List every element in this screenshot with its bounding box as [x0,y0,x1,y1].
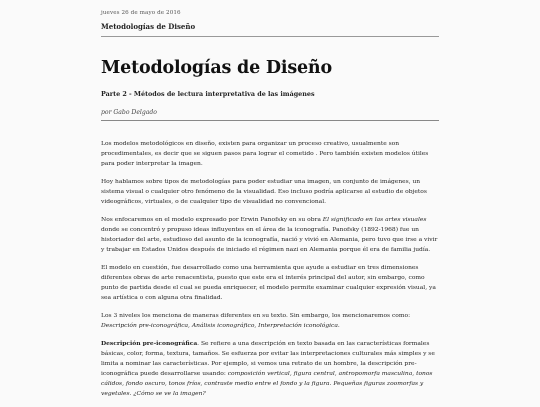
document-name[interactable]: Metodologías de Diseño [101,22,196,31]
paragraph-3 [101,215,439,255]
paragraph-4: El modelo en cuestión, fue desarrollado como una herramienta que ayude a estudiar en tres dimensiones diferentes obras de arte renacentista, puesto que este era el interés principal del autor, sin embargo, como punto de partida desde el cual se pueda enriquecer, el modelo permite examinar cualquier expresión visual, ya sea artística o con alguna otra finalidad. [101,264,436,301]
paragraph-6-text: . Se refiere a una descripción en texto basada en las características formales básicas, color, forma, textura, tamaños. Se esfuerza por evitar las interpretaciones culturales más simples y se limita a nominar las características. Por ejemplo, si vemos una retrato de un hombre, la descripción pre-iconográfica puede desarrollarse usando: [101,340,435,377]
paragraph-1: Los modelos metodológicos en diseño, existen para organizar un proceso creativo, usualmente son procedimentales, es decir que se siguen pasos para lograr el cometido . Pero también existen modelos útiles para poder interpretar la imagen. [101,140,429,167]
article [101,58,439,407]
article-author: por Gabo Delgado [101,109,157,116]
paragraph-3-text-b: donde se concentró y propuso ideas influyentes en el área de la iconografía. Panofsky (1892-1968) fue un historiador del arte, estudioso del asunto de la iconografía, nació y vivió en Alemania, pero tuvo que irse a vivir y trabajar en Estados Unidos después de iniciado el régimen nazi en Alemania porque él era de familia judía. [101,226,438,253]
article-title: Metodologías de Diseño [101,58,332,78]
paragraph-6 [101,339,439,399]
date-label: jueves 26 de mayo de 2016 [101,10,181,16]
paragraph-5-text: Los 3 niveles los menciona de maneras diferentes en su texto. Sin embargo, los mencionaremos como: [101,312,411,319]
paragraph-5 [101,311,439,331]
author-divider [101,120,439,121]
article-subtitle: Parte 2 - Métodos de lectura interpretativa de las imágenes [101,90,315,98]
term-pre-iconografica: Descripción pre-iconográfica [101,340,198,347]
article-body [101,139,439,399]
example-description: composición vertical, figura central, antropomorfa masculina, tonos cálidos, fondo oscuro, tonos fríos, contraste medio entre el fondo y la figura. Pequeñas figuras zoomorfas y vegetales. ¿Cómo se ve la imagen? [101,370,433,397]
paragraph-3-text-a: Nos enfocaremos en el modelo expresado por Erwin Panofsky en su obra [101,216,323,223]
paragraph-2: Hoy hablamos sobre tipos de metodologías para poder estudiar una imagen, un conjunto de imágenes, un sistema visual o cualquier otro fenómeno de la visualidad. Eso incluso podría aplicarse al estudio de objetos videográficos, virtuales, o de cualquier tipo de visualidad no convencional. [101,178,427,205]
page-header [101,10,441,31]
book-title: El significado en las artes visuales [322,216,427,223]
header-divider [101,36,439,37]
levels-list: Descripción pre-iconográfica, Análisis iconográfico, Interpretación iconológica. [101,322,340,329]
